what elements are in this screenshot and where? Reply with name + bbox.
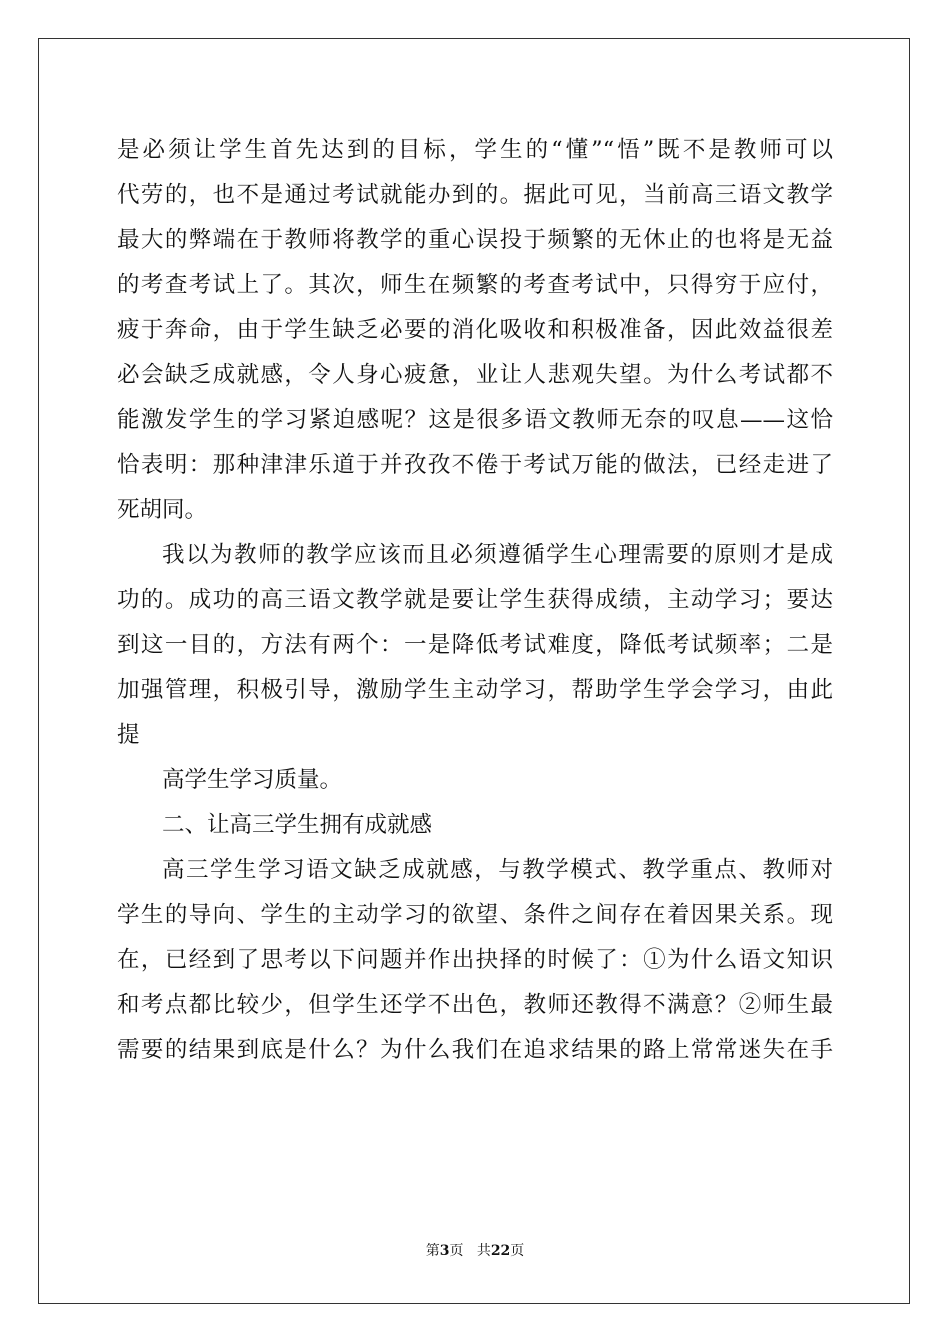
text-line: 高三学生学习语文缺乏成就感，与教学模式、教学重点、教师对	[162, 857, 833, 883]
text-line: 在，已经到了思考以下问题并作出抉择的时候了：①为什么语文知识	[117, 947, 833, 973]
page-footer	[0, 1240, 950, 1260]
page-number: 3	[439, 1243, 450, 1259]
text-line: 需要的结果到底是什么？为什么我们在追求结果的路上常常迷失在手	[117, 1037, 833, 1063]
text-line: 和考点都比较少，但学生还学不出色，教师还教得不满意？②师生最	[117, 992, 833, 1018]
text-line: 代劳的，也不是通过考试就能办到的。据此可见，当前高三语文教学	[117, 182, 833, 208]
text-line: 是必须让学生首先达到的目标，学生的“懂”“悟”既不是教师可以	[117, 137, 833, 163]
text-line: 功的。成功的高三语文教学就是要让学生获得成绩，主动学习；要达	[117, 587, 833, 613]
text-line: 的考查考试上了。其次，师生在频繁的考查考试中，只得穷于应付，	[117, 272, 833, 298]
text-line: 到这一目的，方法有两个：一是降低考试难度，降低考试频率；二是	[117, 632, 833, 658]
text-line: 加强管理，积极引导，激励学生主动学习，帮助学生学会学习，由此	[117, 677, 833, 703]
footer-total-prefix: 共	[476, 1243, 491, 1259]
footer-prefix: 第	[425, 1243, 440, 1259]
text-line: 必会缺乏成就感，令人身心疲惫，业让人悲观失望。为什么考试都不	[117, 362, 833, 388]
text-line: 提	[117, 722, 140, 748]
section-heading: 二、让高三学生拥有成就感	[162, 812, 433, 838]
footer-page-unit: 页	[449, 1243, 464, 1259]
total-pages: 22	[490, 1243, 511, 1259]
body-text	[117, 128, 833, 1073]
text-line: 我以为教师的教学应该而且必须遵循学生心理需要的原则才是成	[162, 542, 833, 568]
text-line: 学生的导向、学生的主动学习的欲望、条件之间存在着因果关系。现	[117, 902, 833, 928]
text-line: 恰表明：那种津津乐道于并孜孜不倦于考试万能的做法，已经走进了	[117, 452, 833, 478]
text-line: 死胡同。	[117, 497, 208, 523]
text-line: 最大的弊端在于教师将教学的重心误投于频繁的无休止的也将是无益	[117, 227, 833, 253]
footer-total-unit: 页	[510, 1243, 525, 1259]
text-line: 疲于奔命，由于学生缺乏必要的消化吸收和积极准备，因此效益很差	[117, 317, 833, 343]
text-line: 能激发学生的学习紧迫感呢？这是很多语文教师无奈的叹息——这恰	[117, 407, 833, 433]
text-line: 高学生学习质量。	[162, 767, 343, 793]
